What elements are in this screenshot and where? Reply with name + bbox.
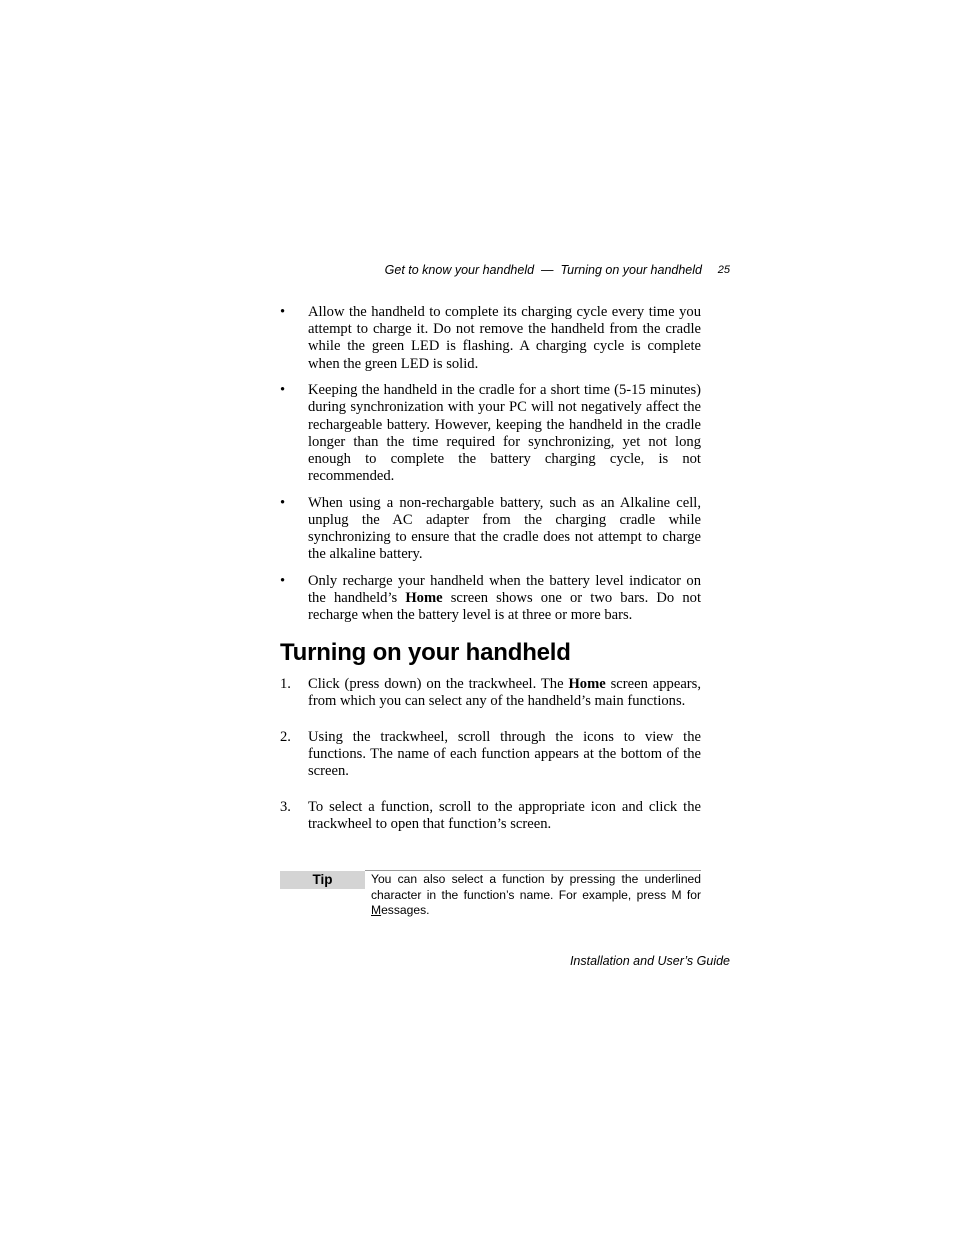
home-emphasis: Home — [568, 675, 606, 692]
main-content — [280, 304, 701, 852]
header-chapter: Get to know your handheld — [384, 263, 535, 277]
header-separator: — — [541, 263, 554, 277]
step-text: To select a function, scroll to the appropriate icon and click the trackwheel to open that function’s screen. — [308, 798, 701, 833]
step-text: Using the trackwheel, scroll through the icons to view the functions. The name of each function appears at the bottom of the screen. — [308, 728, 701, 780]
list-item — [280, 382, 701, 485]
tip-divider — [365, 870, 701, 871]
bullet-marker: • — [280, 304, 286, 320]
step-text — [308, 676, 701, 709]
list-item — [280, 799, 701, 833]
step-number: 1. — [280, 675, 291, 692]
bullet-marker: • — [280, 494, 286, 511]
list-item — [280, 676, 701, 710]
header-section: Turning on your handheld — [560, 263, 702, 277]
list-item — [280, 573, 701, 625]
bullet-text: Keeping the handheld in the cradle for a short time (5-15 minutes) during synchronization with your PC will not negatively affect the rechargeable battery. However, keeping the handheld in the cradle longer than the time required for synchronizing, yet not long enough to complete the battery charging cycle, is not recommended. — [308, 382, 701, 485]
step-number: 2. — [280, 728, 291, 745]
bullet-text-part: Only recharge your handheld when the battery level indicator on the handheld’s — [308, 573, 701, 607]
steps-list — [280, 676, 701, 834]
running-header-text — [385, 263, 702, 277]
section-title: Turning on your handheld — [280, 638, 571, 666]
page-number: 25 — [717, 264, 730, 276]
step-number: 3. — [280, 798, 291, 815]
step-text-part: screen appears, from which you can select any of the handheld’s main functions. — [308, 675, 701, 709]
bullet-marker: • — [280, 382, 286, 399]
list-item — [280, 304, 701, 373]
step-text-part: Click (press down) on the trackwheel. The — [308, 675, 569, 692]
bullet-text-part: screen shows one or two bars. Do not recharge when the battery level is at three or more bars. — [308, 590, 701, 624]
list-item — [280, 729, 701, 781]
bullet-marker: • — [280, 573, 286, 590]
running-footer: Installation and User’s Guide — [569, 954, 730, 968]
home-emphasis: Home — [405, 590, 443, 607]
tip-text-part: You can also select a function by pressing the underlined character in the function’s name. For example, press M for — [371, 872, 701, 902]
list-item — [280, 495, 701, 564]
tip-text — [371, 872, 701, 919]
tip-underlined-char: M — [371, 903, 382, 917]
bullet-text: When using a non-rechargable battery, such as an Alkaline cell, unplug the AC adapter from the charging cradle while synchronizing to ensure that the cradle does not attempt to charge the alkaline battery. — [308, 494, 701, 563]
bullet-list — [280, 304, 701, 625]
tip-text-part: essages. — [381, 903, 430, 917]
bullet-text — [308, 573, 701, 623]
bullet-text: Allow the handheld to complete its charging cycle every time you attempt to charge it. Do not remove the handheld from the cradle while the green LED is flashing. A charging cycle is complete when the green LED is solid. — [308, 304, 701, 372]
tip-label: Tip — [280, 871, 365, 889]
